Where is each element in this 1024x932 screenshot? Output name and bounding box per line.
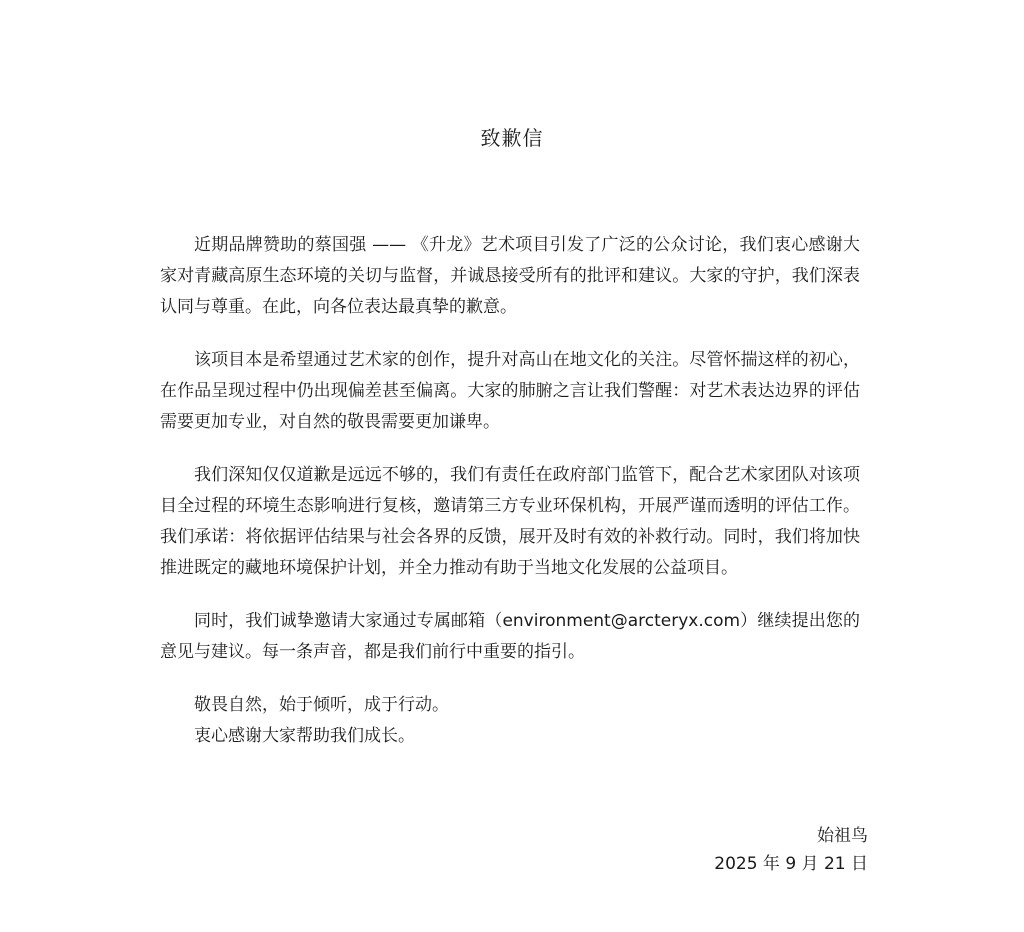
closing-line-1: 敬畏自然，始于倾听，成于行动。 [194,695,449,715]
letter-title: 致歉信 [480,126,544,150]
signature-name: 始祖鸟 [817,826,868,846]
paragraph-3: 我们深知仅仅道歉是远远不够的，我们有责任在政府部门监管下，配合艺术家团队对该项目全过程的环境生态影响进行复核，邀请第三方专业环保机构，开展严谨而透明的评估工作。我们承诺：将依据评估结果与社会各界的反馈，展开及时有效的补救行动。同时，我们将加快推进既定的藏地环境保护计划，并全力推动有助于当地文化发展的公益项目。 [160,465,860,578]
closing-line-2: 衷心感谢大家帮助我们成长。 [194,726,415,746]
paragraph-1: 近期品牌赞助的蔡国强 —— 《升龙》艺术项目引发了广泛的公众讨论，我们衷心感谢大家对青藏高原生态环境的关切与监督，并诚恳接受所有的批评和建议。大家的守护，我们深表认同与尊重。在此，向各位表达最真挚的歉意。 [160,235,860,317]
paragraph-2: 该项目本是希望通过艺术家的创作，提升对高山在地文化的关注。尽管怀揣这样的初心，在作品呈现过程中仍出现偏差甚至偏离。大家的肺腑之言让我们警醒：对艺术表达边界的评估需要更加专业，对自然的敬畏需要更加谦卑。 [160,350,860,432]
paragraph-4: 同时，我们诚挚邀请大家通过专属邮箱（environment@arcteryx.com）继续提出您的意见与建议。每一条声音，都是我们前行中重要的指引。 [160,611,860,662]
letter-body [160,230,860,752]
signature-date: 2025 年 9 月 21 日 [714,854,868,874]
signature-block [714,822,868,878]
